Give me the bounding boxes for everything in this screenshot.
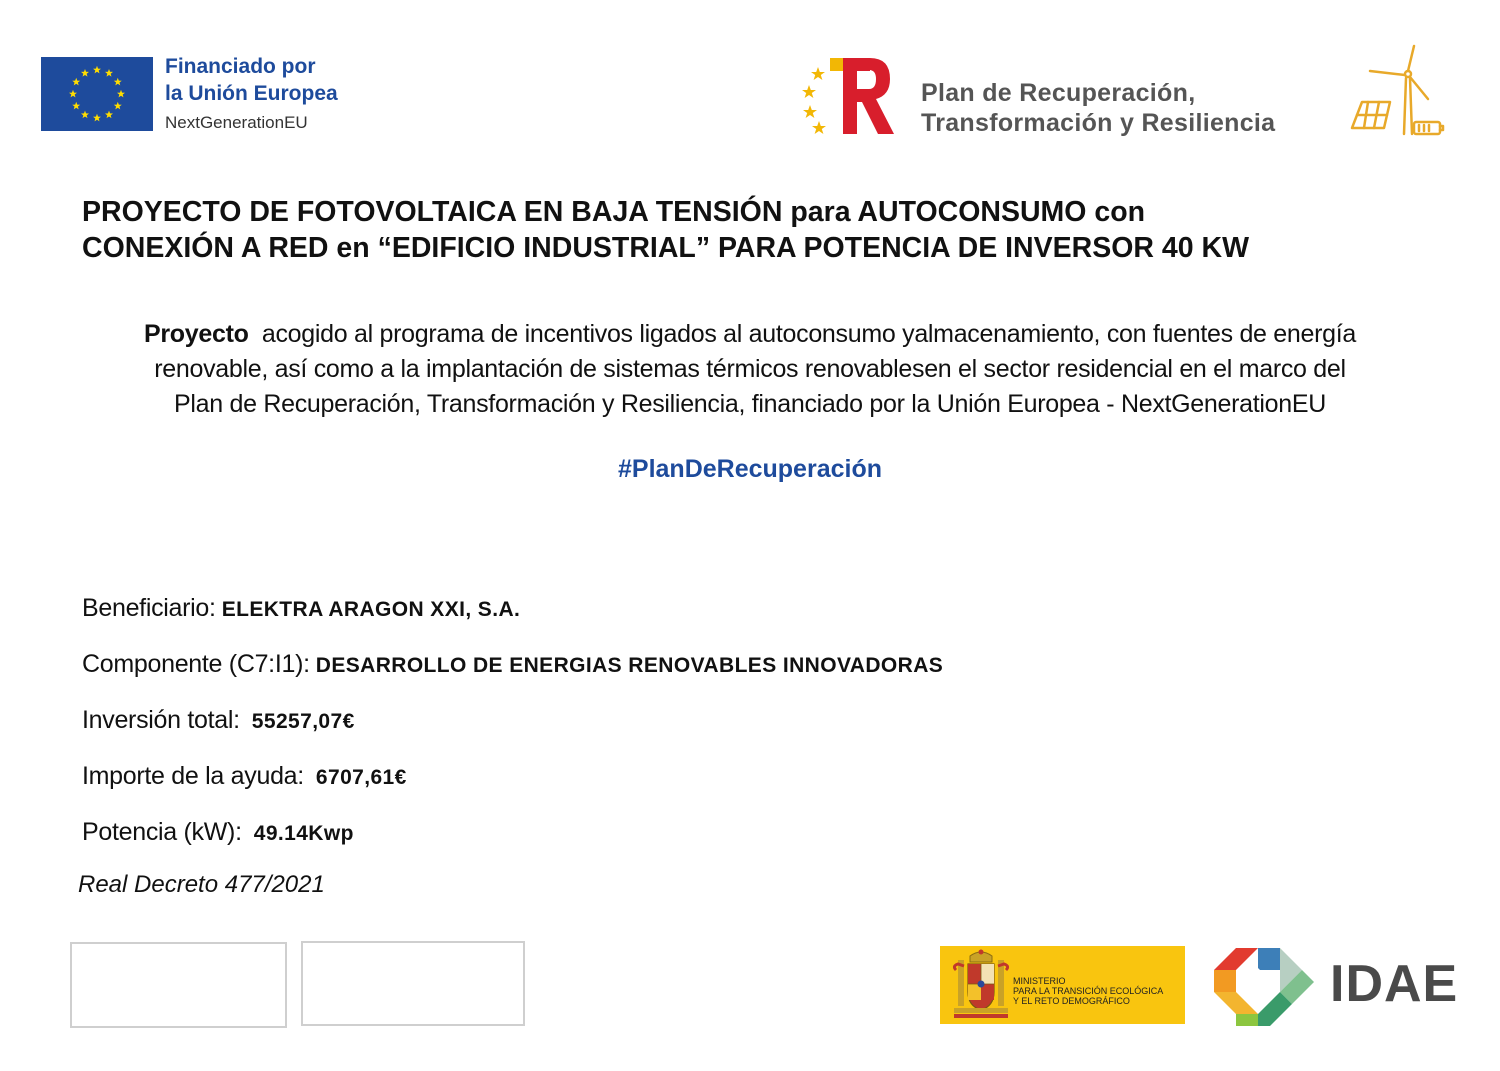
eu-star: [93, 66, 101, 74]
eu-funding-line2: la Unión Europea: [165, 82, 338, 105]
eu-star: [114, 78, 122, 86]
hashtag: #PlanDeRecuperación: [618, 455, 882, 483]
eu-star: [105, 111, 113, 119]
importe-value: 6707,61€: [315, 766, 407, 789]
eu-star: [81, 111, 89, 119]
componente-value: DESARROLLO DE ENERGIAS RENOVABLES INNOVADORAS: [315, 654, 944, 677]
idae-logo-mark: [1206, 944, 1320, 1026]
eu-star: [72, 78, 80, 86]
prtr-stars-icon: [802, 67, 826, 134]
eu-star: [117, 90, 125, 98]
componente-label: Componente (C7:I1):: [82, 650, 310, 678]
importe-label: Importe de la ayuda:: [82, 762, 304, 790]
eu-flag-logo: [41, 57, 153, 131]
description-line3: Plan de Recuperación, Transformación y Resiliencia, financiado por la Unión Europea - NextGenerationEU: [174, 390, 1326, 418]
beneficiario-value: ELEKTRA ARAGON XXI, S.A.: [221, 598, 521, 621]
eu-star: [81, 69, 89, 77]
beneficiario-row: [82, 594, 520, 623]
eu-funding-line3: NextGenerationEU: [165, 113, 308, 132]
beneficiario-label: Beneficiario:: [82, 594, 216, 622]
eu-star: [93, 114, 101, 122]
wind-solar-icon: [1348, 44, 1446, 140]
inversion-value: 55257,07€: [251, 710, 355, 733]
eu-funding-line1: Financiado por: [165, 55, 316, 78]
eu-star: [114, 102, 122, 110]
spain-coat-of-arms-icon: [948, 946, 1014, 1024]
eu-star: [72, 102, 80, 110]
project-title-line2: CONEXIÓN A RED en “EDIFICIO INDUSTRIAL” PARA POTENCIA DE INVERSOR 40 KW: [82, 232, 1250, 264]
eu-stars-icon: [41, 57, 153, 131]
inversion-label: Inversión total:: [82, 706, 240, 734]
description-text1: acogido al programa de incentivos ligados al autoconsumo yalmacenamiento, con fuentes de energía: [248, 320, 1356, 348]
description-line1: [60, 317, 1440, 352]
blank-logo-box-1: [70, 942, 287, 1028]
prtr-title-line2: Transformación y Resiliencia: [921, 109, 1276, 137]
description-lead: Proyecto: [143, 320, 249, 348]
prtr-title-line1: Plan de Recuperación,: [921, 79, 1196, 107]
ministry-line2: PARA LA TRANSICIÓN ECOLÓGICA: [1013, 986, 1164, 996]
eu-star: [105, 69, 113, 77]
prtr-logo: [798, 55, 898, 137]
project-title-line1: PROYECTO DE FOTOVOLTAICA EN BAJA TENSIÓN para AUTOCONSUMO con: [82, 196, 1146, 228]
ministry-name: [1013, 976, 1163, 1006]
importe-row: [82, 762, 407, 791]
royal-decree: Real Decreto 477/2021: [78, 871, 325, 898]
potencia-row: [82, 818, 354, 847]
ministry-logo: [940, 946, 1185, 1024]
ministry-line3: Y EL RETO DEMOGRÁFICO: [1013, 996, 1130, 1006]
ministry-line1: MINISTERIO: [1013, 976, 1066, 986]
description-line2: renovable, así como a la implantación de sistemas térmicos renovablesen el sector residencial en el marco del: [154, 355, 1346, 383]
project-description: [60, 317, 1440, 422]
idae-wordmark: IDAE: [1330, 955, 1459, 1013]
potencia-value: 49.14Kwp: [253, 822, 354, 845]
blank-logo-box-2: [301, 941, 525, 1026]
project-title: [82, 194, 1462, 266]
componente-row: [82, 650, 943, 679]
potencia-label: Potencia (kW):: [82, 818, 242, 846]
eu-star: [69, 90, 77, 98]
inversion-row: [82, 706, 355, 735]
